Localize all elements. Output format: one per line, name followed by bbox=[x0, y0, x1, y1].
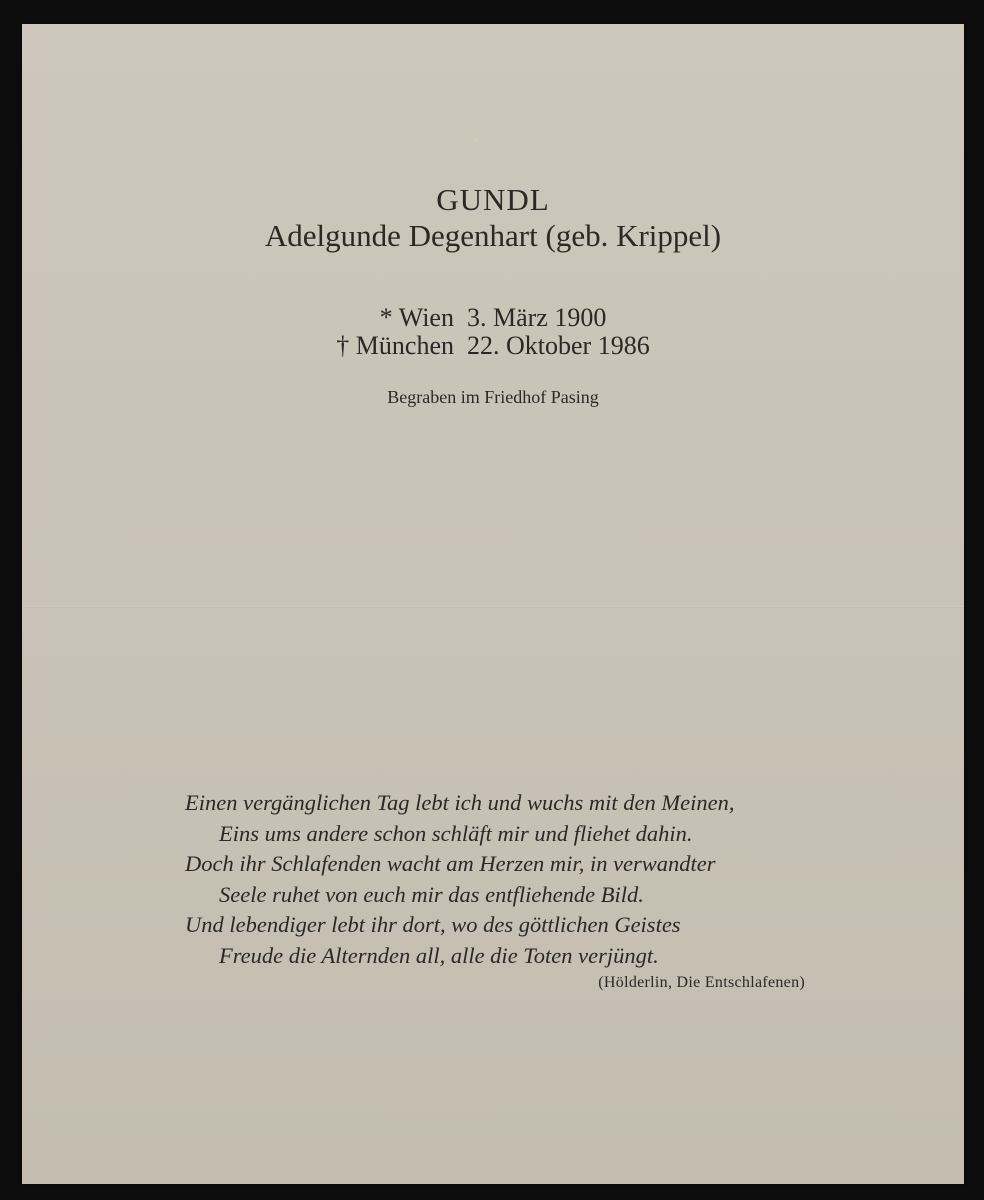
poem bbox=[185, 788, 845, 971]
poem-line: Doch ihr Schlafenden wacht am Herzen mir, in verwandter bbox=[185, 851, 716, 876]
poem-line: Eins ums andere schon schläft mir und fliehet dahin. bbox=[219, 820, 693, 846]
poem-line: Einen vergänglichen Tag lebt ich und wuchs mit den Meinen, bbox=[185, 790, 735, 815]
death-line: † München 22. Oktober 1986 bbox=[336, 331, 650, 360]
burial-note: Begraben im Friedhof Pasing bbox=[387, 387, 599, 407]
deceased-full-name: Adelgunde Degenhart (geb. Krippel) bbox=[264, 218, 722, 253]
birth-line: * Wien 3. März 1900 bbox=[379, 303, 607, 332]
poem-line: Seele ruhet von euch mir das entfliehende Bild. bbox=[219, 881, 644, 907]
deceased-nickname: GUNDL bbox=[436, 182, 550, 217]
memorial-card bbox=[22, 24, 964, 1184]
fold-line bbox=[22, 606, 964, 608]
poem-line: Und lebendiger lebt ihr dort, wo des göttlichen Geistes bbox=[185, 912, 681, 937]
poem-line: Freude die Alternden all, alle die Toten verjüngt. bbox=[219, 942, 659, 968]
poem-attribution: (Hölderlin, Die Entschlafenen) bbox=[598, 974, 805, 991]
paper-speck bbox=[474, 138, 477, 141]
